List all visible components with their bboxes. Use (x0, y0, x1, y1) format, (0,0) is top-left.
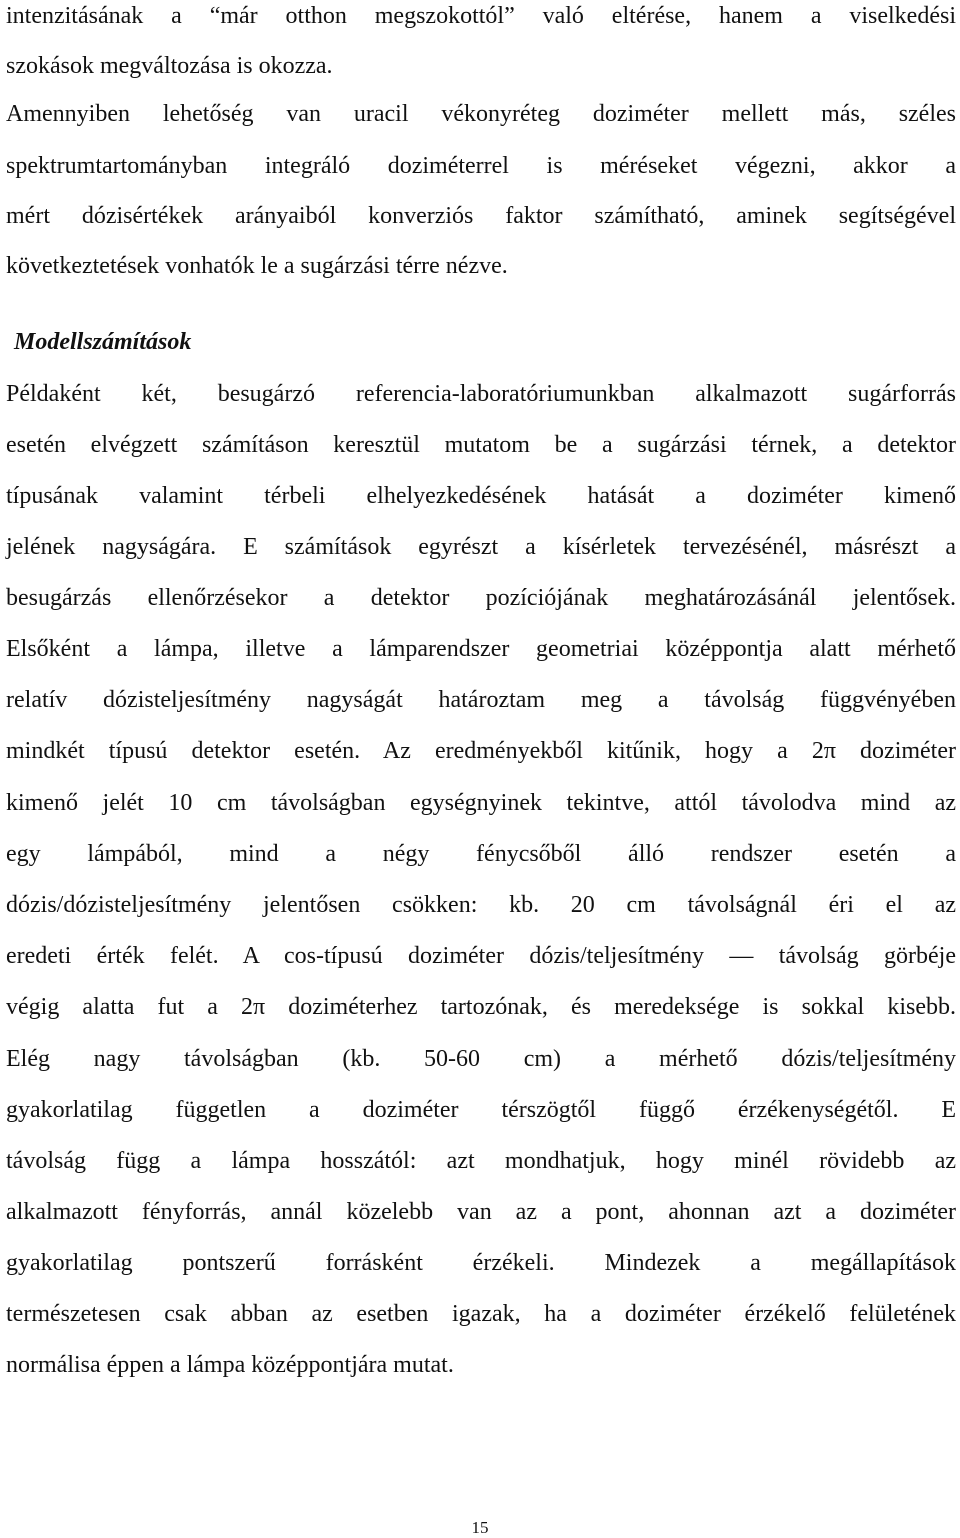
paragraph-line: Elsőként a lámpa, illetve a lámparendszer geometriai középpontja alatt mérhető (6, 636, 956, 662)
paragraph-line: eredeti érték felét. A cos-típusú doziméter dózis/teljesítmény — távolság görbéje (6, 943, 956, 969)
paragraph-line: következtetések vonhatók le a sugárzási térre nézve. (6, 253, 508, 279)
paragraph-line: besugárzás ellenőrzésekor a detektor pozíciójának meghatározásánál jelentősek. (6, 585, 956, 611)
paragraph-line: jelének nagyságára. E számítások egyrészt a kísérletek tervezésénél, másrészt a (6, 534, 956, 560)
paragraph-line: Példaként két, besugárzó referencia-laboratóriumunkban alkalmazott sugárforrás (6, 381, 956, 407)
paragraph-line: intenzitásának a “már otthon megszokottól” való eltérése, hanem a viselkedési (6, 3, 956, 29)
paragraph-line: esetén elvégzett számításon keresztül mutatom be a sugárzási térnek, a detektor (6, 432, 956, 458)
paragraph-line: normálisa éppen a lámpa középpontjára mutat. (6, 1352, 454, 1378)
paragraph-line: egy lámpából, mind a négy fénycsőből álló rendszer esetén a (6, 841, 956, 867)
paragraph-line: mért dózisértékek arányaiból konverziós faktor számítható, aminek segítségével (6, 203, 956, 229)
paragraph-line: végig alatta fut a 2π doziméterhez tartozónak, és meredeksége is sokkal kisebb. (6, 994, 956, 1020)
paragraph-line: mindkét típusú detektor esetén. Az eredményekből kitűnik, hogy a 2π doziméter (6, 738, 956, 764)
paragraph-line: típusának valamint térbeli elhelyezkedésének hatását a doziméter kimenő (6, 483, 956, 509)
paragraph-line: szokások megváltozása is okozza. (6, 53, 333, 79)
paragraph-line: relatív dózisteljesítmény nagyságát határoztam meg a távolság függvényében (6, 687, 956, 713)
paragraph-line: gyakorlatilag pontszerű forrásként érzékeli. Mindezek a megállapítások (6, 1250, 956, 1276)
paragraph-line: dózis/dózisteljesítmény jelentősen csökken: kb. 20 cm távolságnál éri el az (6, 892, 956, 918)
paragraph-line: Elég nagy távolságban (kb. 50-60 cm) a mérhető dózis/teljesítmény (6, 1046, 956, 1072)
paragraph-line: természetesen csak abban az esetben igazak, ha a doziméter érzékelő felületének (6, 1301, 956, 1327)
page-number: 15 (471, 1518, 489, 1537)
paragraph-line: gyakorlatilag független a doziméter térszögtől függő érzékenységétől. E (6, 1097, 956, 1123)
section-heading: Modellszámítások (14, 329, 192, 355)
paragraph-line: spektrumtartományban integráló doziméterrel is méréseket végezni, akkor a (6, 153, 956, 179)
paragraph-line: távolság függ a lámpa hosszától: azt mondhatjuk, hogy minél rövidebb az (6, 1148, 956, 1174)
paragraph-line: kimenő jelét 10 cm távolságban egységnyinek tekintve, attól távolodva mind az (6, 790, 956, 816)
paragraph-line: Amennyiben lehetőség van uracil vékonyréteg doziméter mellett más, széles (6, 101, 956, 127)
paragraph-line: alkalmazott fényforrás, annál közelebb van az a pont, ahonnan azt a doziméter (6, 1199, 956, 1225)
